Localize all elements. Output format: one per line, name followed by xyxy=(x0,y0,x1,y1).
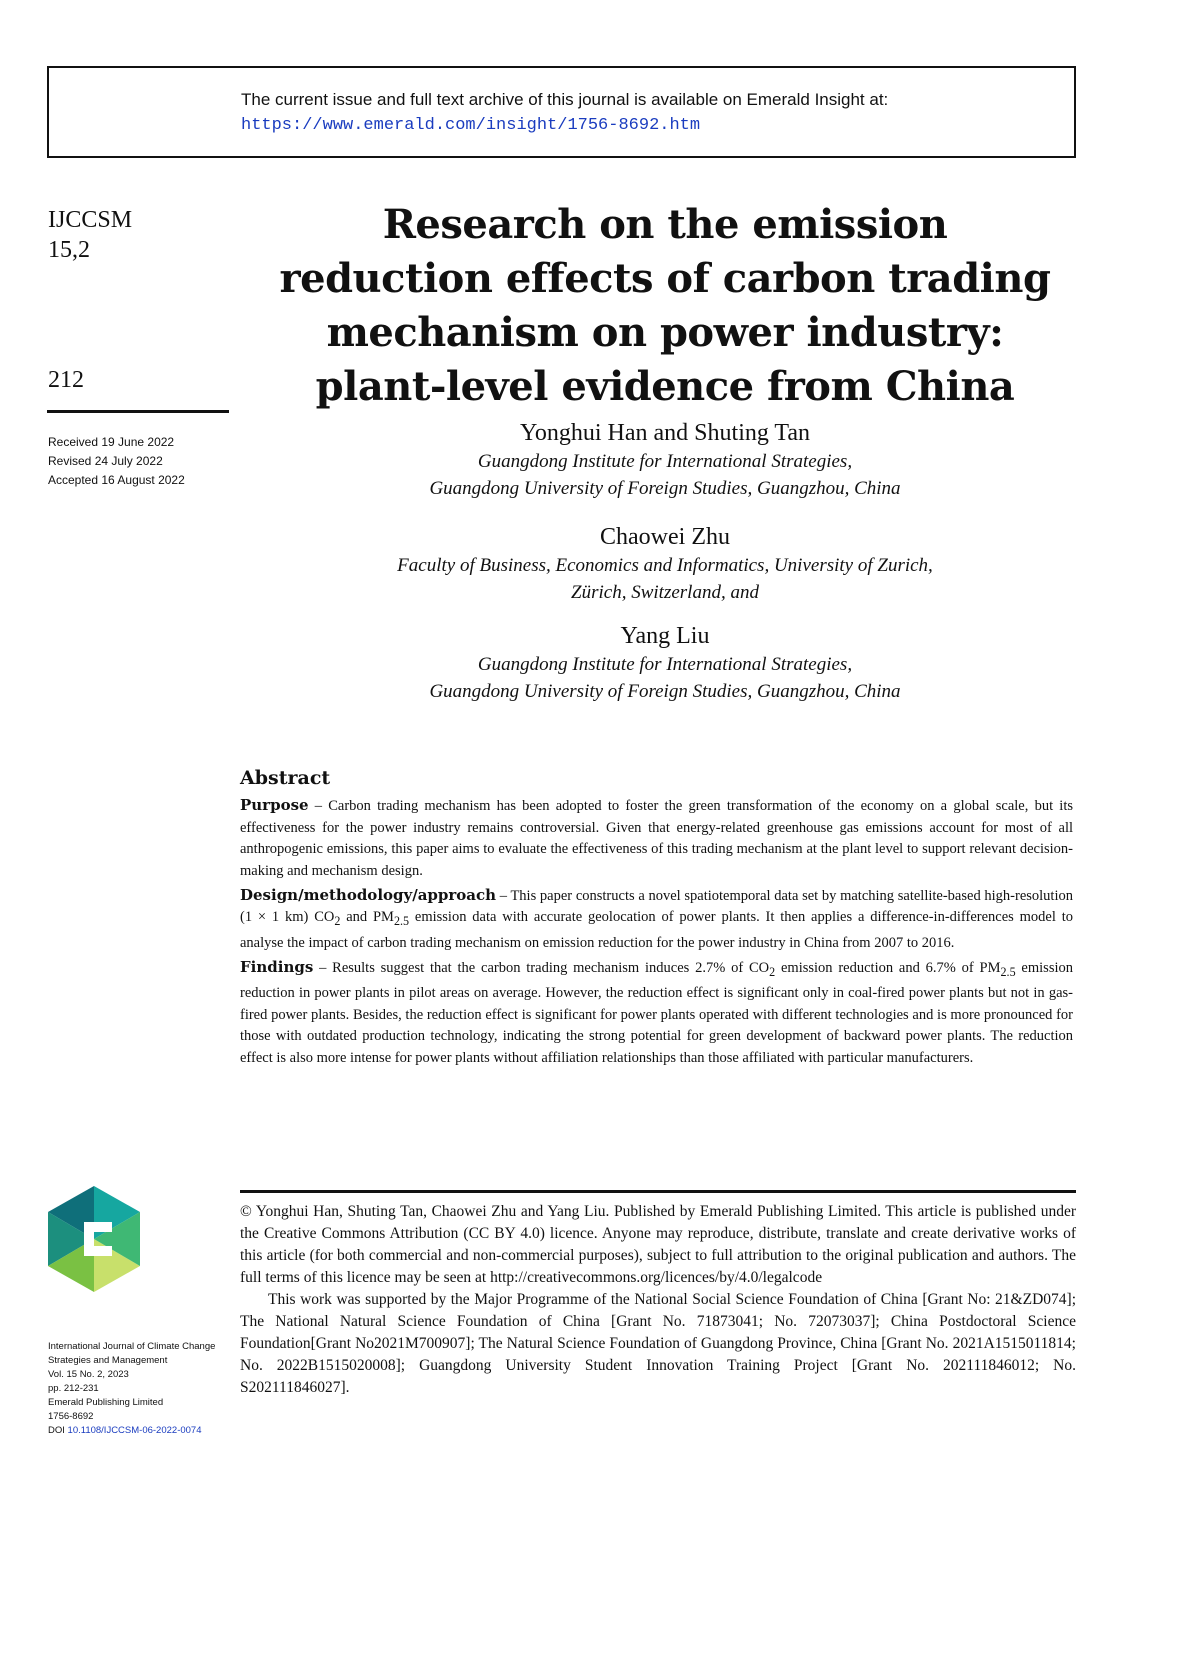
author-affiliation: Zürich, Switzerland, and xyxy=(571,582,759,603)
abstract xyxy=(240,768,1073,1072)
banner-link[interactable]: https://www.emerald.com/insight/1756-8692.htm xyxy=(241,116,701,135)
license-note: © Yonghui Han, Shuting Tan, Chaowei Zhu and Yang Liu. Published by Emerald Publishing Limited. This article is published under the Creative Commons Attribution (CC BY 4.0) licence. Anyone may reproduce, distribute, translate and create derivative works of this article (for both commercial and non-commercial purposes), subject to full attribution to the original publication and authors. The full terms of this licence may be seen at http://creativecommons.org/licences/by/4.0/legalcode xyxy=(240,1203,1076,1286)
revised-date: Revised 24 July 2022 xyxy=(48,454,163,468)
article-dates xyxy=(48,433,185,490)
purpose-text: – Carbon trading mechanism has been adopted to foster the green transformation of the economy on a global scale, but its effectiveness for the power industry remains controversial. Given that energy-related greenhouse gas emissions account for most of all anthropogenic emissions, this paper aims to evaluate the effectiveness of this trading mechanism at the plant level to support relevant decision-making and mechanism design. xyxy=(240,798,1073,879)
author-affiliation: Guangdong Institute for International Strategies, xyxy=(477,654,853,675)
doi-link[interactable]: 10.1108/IJCCSM-06-2022-0074 xyxy=(67,1425,202,1436)
author-group-2 xyxy=(240,522,1090,606)
author-affiliation: Faculty of Business, Economics and Informatics, University of Zurich, xyxy=(397,555,933,576)
subscript: 2.5 xyxy=(1000,965,1016,980)
subscript: 2 xyxy=(334,914,341,929)
subscript: 2.5 xyxy=(393,914,410,929)
doi-label: DOI xyxy=(48,1425,65,1436)
journal-issn: 1756-8692 xyxy=(48,1411,94,1422)
author-names: Yang Liu xyxy=(620,623,710,649)
article-title xyxy=(240,198,1090,414)
journal-doi xyxy=(48,1424,220,1438)
abstract-heading: Abstract xyxy=(240,767,331,789)
author-names: Yonghui Han and Shuting Tan xyxy=(519,420,811,446)
findings-label: Findings xyxy=(240,958,314,977)
purpose-label: Purpose xyxy=(240,796,309,815)
author-affiliation: Guangdong University of Foreign Studies, Guangzhou, China xyxy=(429,681,901,702)
received-date: Received 19 June 2022 xyxy=(48,435,175,449)
title-line: plant-level evidence from China xyxy=(315,363,1015,410)
author-affiliation: Guangdong Institute for International Strategies, xyxy=(477,451,853,472)
abstract-findings xyxy=(240,957,1073,1069)
design-text: – This paper constructs a novel spatiotemporal data set by matching satellite-based high-resolution (1 × 1 km) CO xyxy=(240,888,1073,926)
volume-issue: 15,2 xyxy=(48,237,90,263)
design-label: Design/methodology/approach xyxy=(240,886,497,905)
findings-text: emission reduction and 6.7% of PM xyxy=(775,960,1001,977)
emerald-open-access-logo-icon xyxy=(48,1186,140,1292)
author-affiliation: Guangdong University of Foreign Studies, Guangzhou, China xyxy=(429,478,901,499)
funding-note: This work was supported by the Major Programme of the National Social Science Foundation of China [Grant No: 21&ZD074]; The National Natural Science Foundation of China [Grant No. 71873041; No. 72073037]; China Postdoctoral Science Foundation[Grant No2021M700907]; The Natural Science Foundation of Guangdong Province, China [Grant No. 2021A1515011814; No. 2022B1515020008]; Guangdong University Student Innovation Training Project [Grant No. 202111846012; No. S202111846027]. xyxy=(240,1291,1076,1396)
journal-abbr-text: IJCCSM xyxy=(48,207,133,233)
banner-text: The current issue and full text archive of this journal is available on Emerald Insight at: xyxy=(241,90,889,109)
journal-abbreviation xyxy=(48,205,132,265)
journal-banner xyxy=(47,66,1076,158)
footer-divider xyxy=(240,1190,1076,1193)
abstract-design xyxy=(240,885,1073,954)
findings-text: emission reduction in power plants in pilot areas on average. However, the reduction effect is significant only in coal-fired power plants but not in gas-fired power plants. Besides, the reduction effect is significant for power plants operated with different technologies and is more pronounced for those with outdated production technology, indicating the strong potential for green development of backward power plants. The reduction effect is also more intense for power plants without affiliation relationships than those affiliated with particular manufacturers. xyxy=(240,960,1073,1066)
abstract-purpose xyxy=(240,795,1073,882)
journal-pages: pp. 212-231 xyxy=(48,1383,99,1394)
author-group-1 xyxy=(240,418,1090,502)
title-line: mechanism on power industry: xyxy=(326,309,1004,356)
title-line: reduction effects of carbon trading xyxy=(279,255,1051,302)
subscript: 2 xyxy=(769,965,776,980)
title-line: Research on the emission xyxy=(382,201,948,248)
journal-name: International Journal of Climate Change Strategies and Management xyxy=(48,1341,216,1366)
footer-notes xyxy=(240,1201,1076,1399)
accepted-date: Accepted 16 August 2022 xyxy=(48,473,185,487)
author-names: Chaowei Zhu xyxy=(600,524,730,550)
page-number: 212 xyxy=(48,367,84,393)
journal-info xyxy=(48,1340,220,1438)
journal-volume: Vol. 15 No. 2, 2023 xyxy=(48,1369,129,1380)
design-text: and PM xyxy=(340,909,394,926)
journal-publisher: Emerald Publishing Limited xyxy=(48,1397,164,1408)
design-text: emission data with accurate geolocation of power plants. It then applies a difference-in-differences model to analyse the impact of carbon trading mechanism on emission reduction for the power industry in China from 2007 to 2016. xyxy=(240,909,1073,951)
findings-text: – Results suggest that the carbon trading mechanism induces 2.7% of CO xyxy=(313,960,770,977)
author-group-3 xyxy=(240,621,1090,705)
left-divider xyxy=(47,410,229,413)
